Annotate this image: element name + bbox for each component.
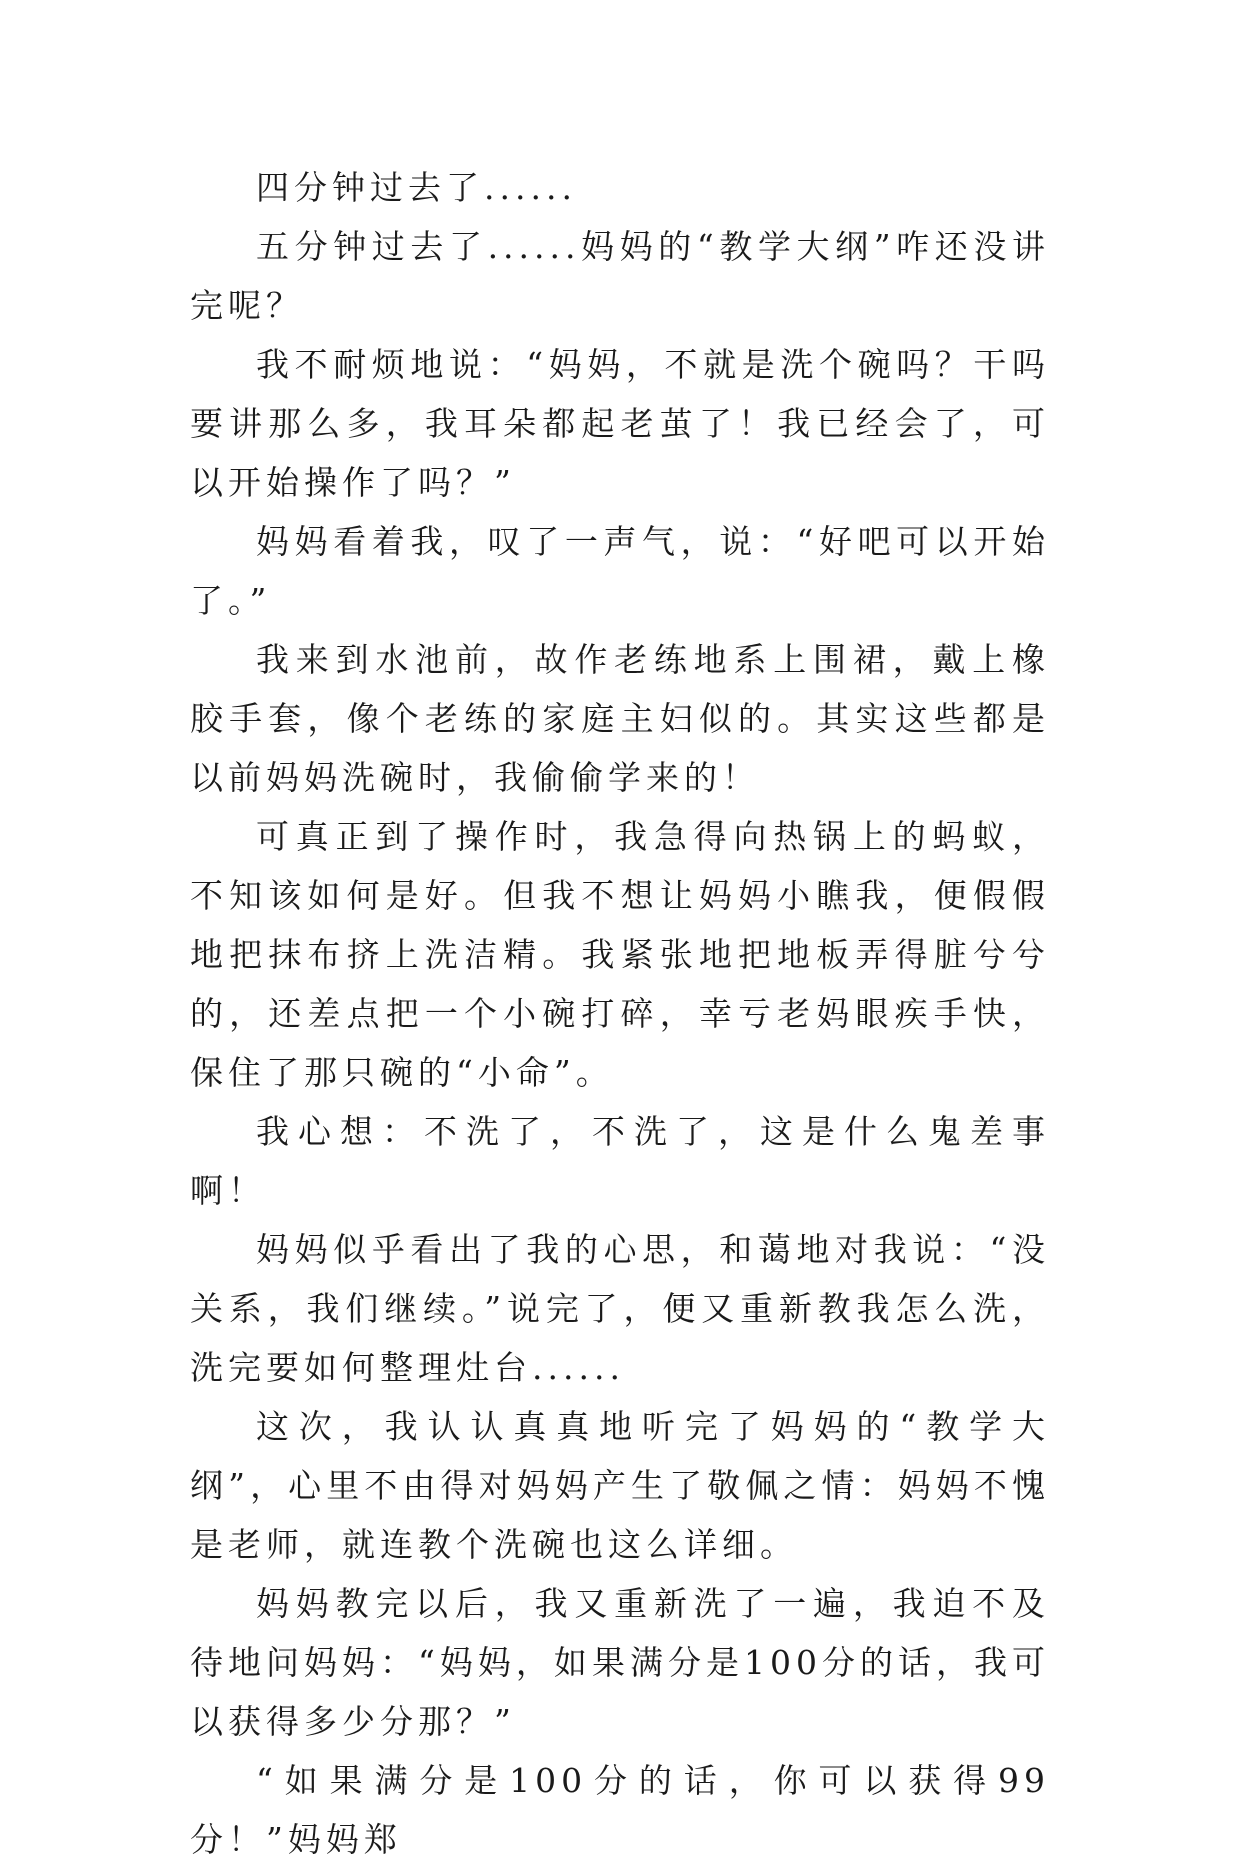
paragraph: 这次，我认认真真地听完了妈妈的“教学大纲”，心里不由得对妈妈产生了敬佩之情：妈妈不愧是老师，就连教个洗碗也这么详细。: [190, 1407, 1050, 1564]
paragraph: 我不耐烦地说：“妈妈，不就是洗个碗吗？干吗要讲那么多，我耳朵都起老茧了！我已经会了，可以开始操作了吗？”: [190, 345, 1050, 502]
paragraph: “如果满分是100分的话，你可以获得99分！”妈妈郑: [190, 1761, 1050, 1859]
paragraph: 我心想：不洗了，不洗了，这是什么鬼差事啊！: [190, 1112, 1050, 1210]
paragraph: 可真正到了操作时，我急得向热锅上的蚂蚁，不知该如何是好。但我不想让妈妈小瞧我，便假假地把抹布挤上洗洁精。我紧张地把地板弄得脏兮兮的，还差点把一个小碗打碎，幸亏老妈眼疾手快，保住了那只碗的“小命”。: [190, 817, 1050, 1092]
paragraph: 我来到水池前，故作老练地系上围裙，戴上橡胶手套，像个老练的家庭主妇似的。其实这些都是以前妈妈洗碗时，我偷偷学来的！: [190, 640, 1050, 797]
paragraph: 妈妈看着我，叹了一声气，说：“好吧可以开始了。”: [190, 522, 1050, 620]
paragraph: 五分钟过去了......妈妈的“教学大纲”咋还没讲完呢？: [190, 227, 1050, 325]
paragraph: 妈妈教完以后，我又重新洗了一遍，我迫不及待地问妈妈：“妈妈，如果满分是100分的话，我可以获得多少分那？”: [190, 1584, 1050, 1741]
paragraph: 妈妈似乎看出了我的心思，和蔼地对我说：“没关系，我们继续。”说完了，便又重新教我怎么洗，洗完要如何整理灶台......: [190, 1230, 1050, 1387]
body-text: [190, 158, 1050, 1869]
paragraph: 四分钟过去了......: [256, 168, 577, 207]
